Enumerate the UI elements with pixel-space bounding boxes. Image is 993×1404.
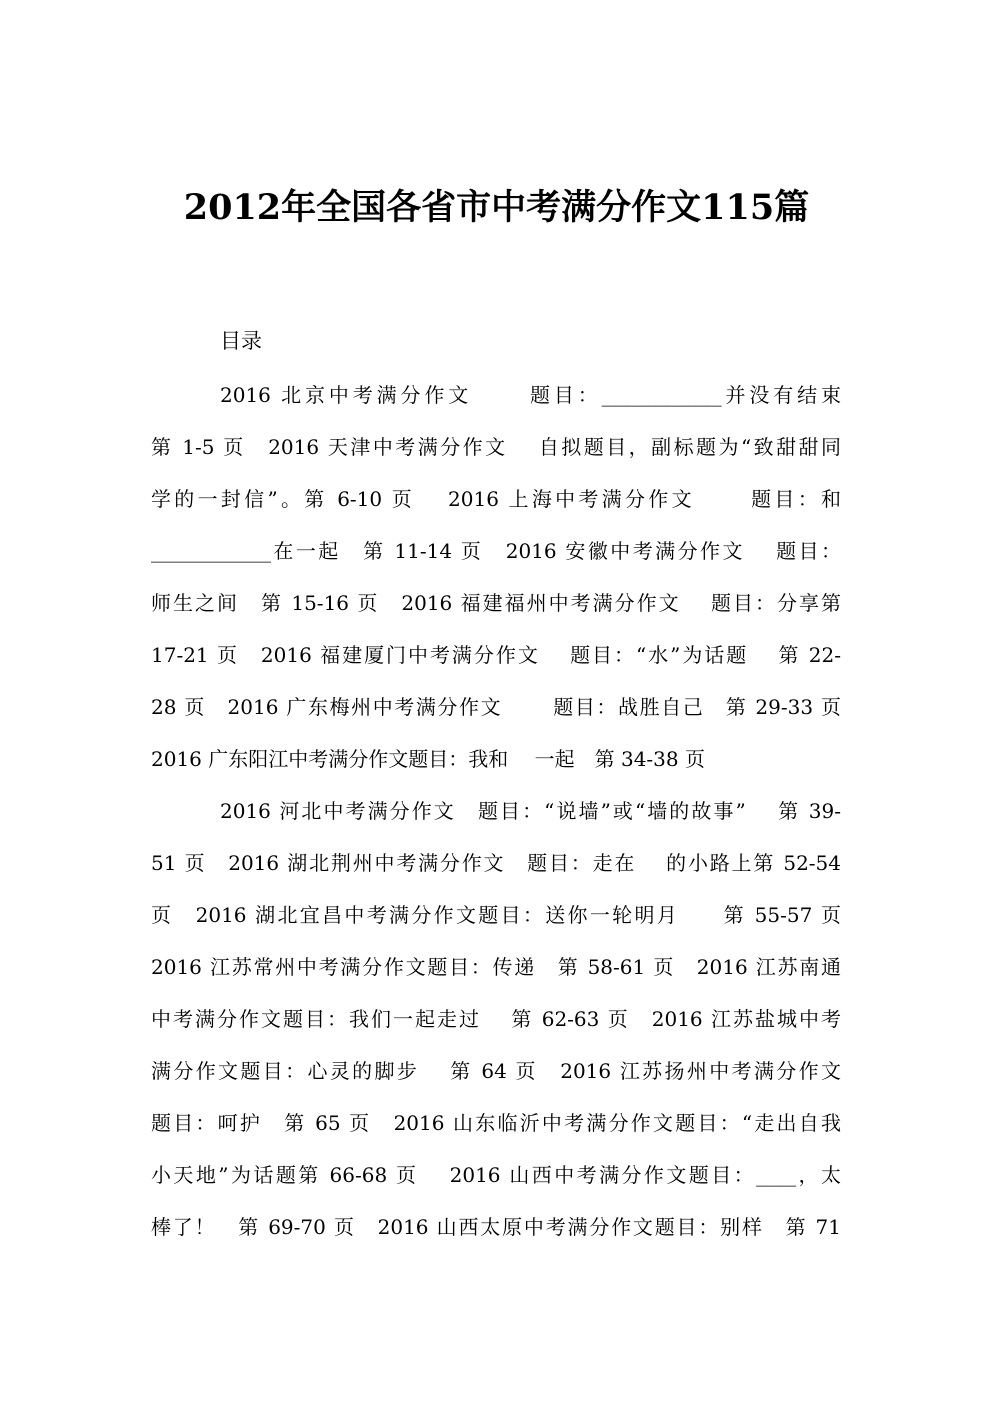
document-title: 2012年全国各省市中考满分作文115篇: [183, 187, 810, 228]
toc-line: 17-21 页 2016 福建厦门中考满分作文 题目：“水”为话题 第 22-: [151, 643, 841, 667]
toc-line: 51 页 2016 湖北荆州中考满分作文 题目：走在 的小路上第 52-54: [151, 851, 841, 875]
toc-line: 棒了！ 第 69-70 页 2016 山西太原中考满分作文题目：别样 第 71: [151, 1215, 841, 1239]
toc-line: 2016 河北中考满分作文 题目：“说墙”或“墙的故事” 第 39-: [220, 799, 841, 823]
toc-line: 师生之间 第 15-16 页 2016 福建福州中考满分作文 题目：分享第: [151, 591, 841, 615]
toc-line: 页 2016 湖北宜昌中考满分作文题目：送你一轮明月 第 55-57 页: [151, 903, 841, 927]
toc-line: 2016 广东阳江中考满分作文题目：我和 一起 第 34-38 页: [151, 747, 705, 771]
toc-line: 2016 江苏常州中考满分作文题目：传递 第 58-61 页 2016 江苏南通: [151, 955, 841, 979]
toc-line: 题目：呵护 第 65 页 2016 山东临沂中考满分作文题目：“走出自我: [151, 1111, 841, 1135]
toc-line: 2016 北京中考满分作文 题目：____________并没有结束: [220, 383, 841, 407]
toc-line: 满分作文题目：心灵的脚步 第 64 页 2016 江苏扬州中考满分作文: [151, 1059, 841, 1083]
toc-line: 中考满分作文题目：我们一起走过 第 62-63 页 2016 江苏盐城中考: [151, 1007, 841, 1031]
toc-line: 28 页 2016 广东梅州中考满分作文 题目：战胜自己 第 29-33 页: [151, 695, 841, 719]
toc-line: 小天地”为话题第 66-68 页 2016 山西中考满分作文题目：____，太: [151, 1163, 841, 1187]
toc-line: ____________在一起 第 11-14 页 2016 安徽中考满分作文 题目：: [151, 539, 841, 563]
toc-line: 学的一封信”。第 6-10 页 2016 上海中考满分作文 题目：和: [151, 487, 841, 511]
toc-line: 第 1-5 页 2016 天津中考满分作文 自拟题目，副标题为“致甜甜同: [151, 435, 841, 459]
toc-heading: 目录: [220, 329, 262, 353]
